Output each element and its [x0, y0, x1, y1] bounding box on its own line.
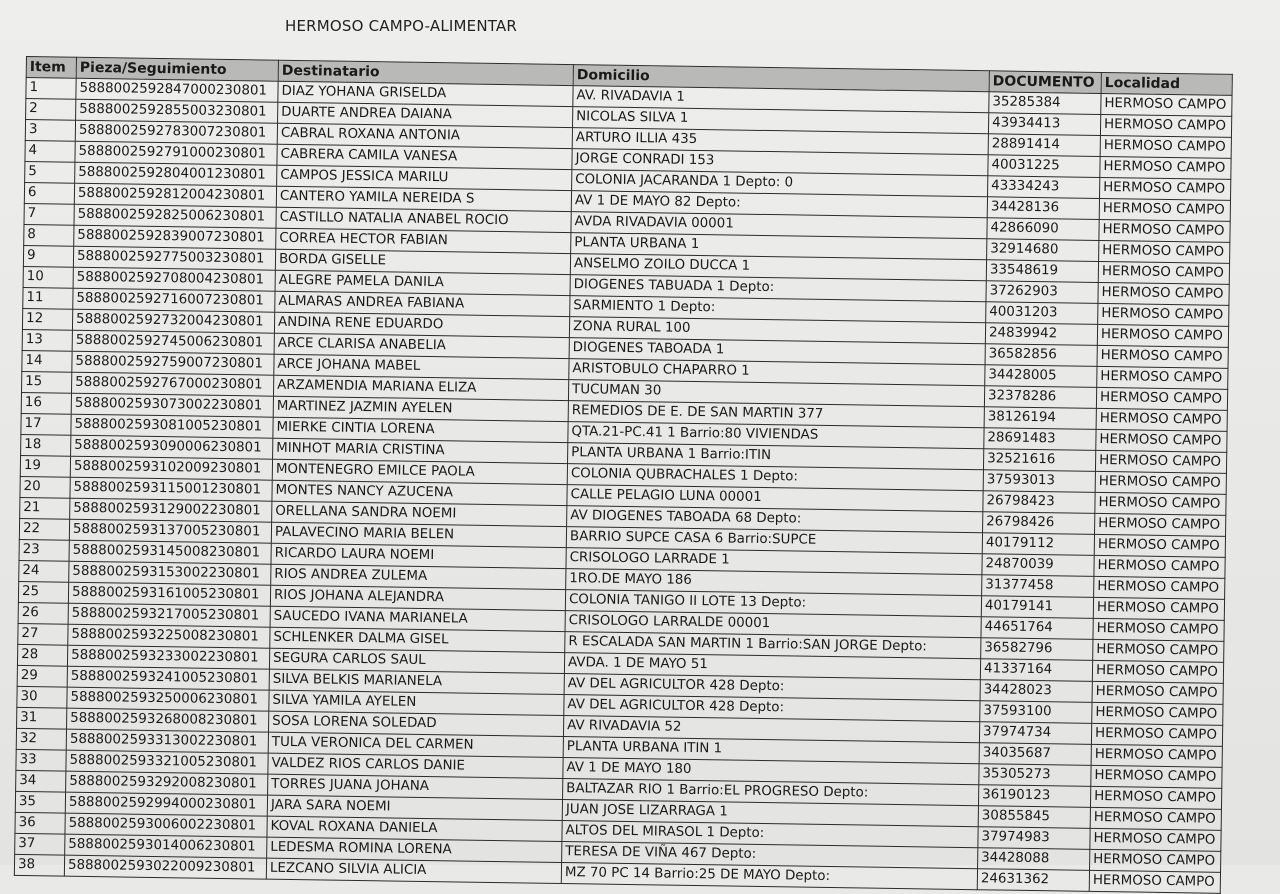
cell-domicilio: ARISTOBULO CHAPARRO 1	[569, 359, 985, 386]
cell-pieza: 5888002593153002230801	[69, 561, 271, 585]
cell-localidad: HERMOSO CAMPO	[1096, 387, 1227, 410]
cell-item: 22	[19, 518, 69, 540]
cell-localidad: HERMOSO CAMPO	[1101, 93, 1232, 116]
cell-pieza: 5888002593161005230801	[68, 582, 270, 606]
cell-documento: 38126194	[984, 407, 1096, 430]
cell-destinatario: SEGURA CARLOS SAUL	[269, 648, 564, 673]
cell-pieza: 5888002593022009230801	[64, 855, 266, 879]
cell-destinatario: CAMPOS JESSICA MARILU	[277, 165, 572, 190]
cell-item: 5	[25, 161, 75, 183]
cell-documento: 40031225	[988, 155, 1100, 178]
cell-item: 31	[17, 707, 67, 729]
cell-pieza: 5888002592847000230801	[76, 78, 278, 102]
cell-localidad: HERMOSO CAMPO	[1092, 681, 1223, 704]
cell-item: 15	[22, 371, 72, 393]
cell-destinatario: CANTERO YAMILA NEREIDA S	[276, 186, 571, 211]
cell-item: 25	[18, 581, 68, 603]
cell-localidad: HERMOSO CAMPO	[1092, 702, 1223, 725]
cell-pieza: 5888002592767000230801	[72, 372, 274, 396]
cell-item: 3	[25, 120, 75, 142]
cell-item: 33	[16, 749, 66, 771]
cell-documento: 42866090	[987, 218, 1099, 241]
cell-domicilio: DIOGENES TABUADA 1 Depto:	[570, 275, 986, 302]
cell-domicilio: QTA.21-PC.41 1 Barrio:80 VIVIENDAS	[568, 422, 984, 449]
cell-pieza: 5888002593292008230801	[66, 771, 268, 795]
cell-documento: 37593100	[980, 701, 1092, 724]
cell-destinatario: RIOS JOHANA ALEJANDRA	[270, 585, 565, 610]
cell-item: 14	[22, 350, 72, 372]
cell-destinatario: RICARDO LAURA NOEMI	[271, 543, 566, 568]
cell-domicilio: AV 1 DE MAYO 82 Depto:	[571, 191, 987, 218]
header-domicilio: Domicilio	[573, 65, 989, 92]
cell-item: 26	[18, 602, 68, 624]
cell-pieza: 5888002593006002230801	[65, 813, 267, 837]
cell-item: 27	[18, 623, 68, 645]
cell-pieza: 5888002592708004230801	[73, 267, 275, 291]
cell-domicilio: MZ 70 PC 14 Barrio:25 DE MAYO Depto:	[561, 863, 977, 890]
cell-domicilio: ALTOS DEL MIRASOL 1 Depto:	[562, 821, 978, 848]
cell-item: 34	[16, 770, 66, 792]
cell-localidad: HERMOSO CAMPO	[1091, 765, 1222, 788]
cell-domicilio: PLANTA URBANA ITIN 1	[563, 737, 979, 764]
cell-domicilio: AVDA. 1 DE MAYO 51	[564, 653, 980, 680]
cell-documento: 34428088	[978, 848, 1090, 871]
cell-localidad: HERMOSO CAMPO	[1098, 261, 1229, 284]
cell-domicilio: ARTURO ILLIA 435	[572, 128, 988, 155]
cell-domicilio: AV RIVADAVIA 52	[563, 716, 979, 743]
cell-domicilio: SARMIENTO 1 Depto:	[570, 296, 986, 323]
cell-pieza: 5888002593145008230801	[69, 540, 271, 564]
cell-destinatario: MIERKE CINTIA LORENA	[273, 417, 568, 442]
cell-item: 30	[17, 686, 67, 708]
cell-localidad: HERMOSO CAMPO	[1098, 303, 1229, 326]
cell-domicilio: TERESA DE VIÑA 467 Depto:	[562, 842, 978, 869]
cell-domicilio: CRISOLOGO LARRADE 1	[566, 548, 982, 575]
cell-localidad: HERMOSO CAMPO	[1090, 807, 1221, 830]
header-item: Item	[26, 57, 76, 79]
cell-documento: 33548619	[986, 260, 1098, 283]
cell-pieza: 5888002593217005230801	[68, 603, 270, 627]
cell-item: 4	[25, 140, 75, 162]
cell-documento: 40031203	[986, 302, 1098, 325]
cell-item: 36	[15, 812, 65, 834]
cell-domicilio: PLANTA URBANA 1 Barrio:ITIN	[568, 443, 984, 470]
cell-destinatario: ARZAMENDIA MARIANA ELIZA	[273, 375, 568, 400]
cell-localidad: HERMOSO CAMPO	[1095, 492, 1226, 515]
cell-localidad: HERMOSO CAMPO	[1090, 849, 1221, 872]
cell-pieza: 5888002592791000230801	[75, 141, 277, 165]
cell-pieza: 5888002593115001230801	[70, 477, 272, 501]
cell-documento: 36582796	[981, 638, 1093, 661]
cell-domicilio: COLONIA QUBRACHALES 1 Depto:	[567, 464, 983, 491]
cell-localidad: HERMOSO CAMPO	[1096, 429, 1227, 452]
cell-item: 20	[20, 476, 70, 498]
cell-pieza: 5888002593081005230801	[71, 414, 273, 438]
cell-localidad: HERMOSO CAMPO	[1097, 324, 1228, 347]
cell-item: 10	[23, 266, 73, 288]
cell-domicilio: AV DIOGENES TABOADA 68 Depto:	[567, 506, 983, 533]
cell-domicilio: PLANTA URBANA 1	[571, 233, 987, 260]
cell-destinatario: CASTILLO NATALIA ANABEL ROCIO	[276, 207, 571, 232]
cell-destinatario: TULA VERONICA DEL CARMEN	[268, 732, 563, 757]
cell-localidad: HERMOSO CAMPO	[1094, 576, 1225, 599]
cell-pieza: 5888002592804001230801	[75, 162, 277, 186]
cell-documento: 32914680	[987, 239, 1099, 262]
cell-destinatario: TORRES JUANA JOHANA	[268, 774, 563, 799]
cell-pieza: 5888002593313002230801	[66, 729, 268, 753]
cell-destinatario: BORDA GISELLE	[275, 249, 570, 274]
cell-domicilio: BALTAZAR RIO 1 Barrio:EL PROGRESO Depto:	[563, 779, 979, 806]
cell-pieza: 5888002593250006230801	[67, 687, 269, 711]
cell-domicilio: CALLE PELAGIO LUNA 00001	[567, 485, 983, 512]
cell-domicilio: COLONIA JACARANDA 1 Depto: 0	[572, 170, 988, 197]
cell-pieza: 5888002592759007230801	[72, 351, 274, 375]
cell-pieza: 5888002592825006230801	[74, 204, 276, 228]
cell-pieza: 5888002592812004230801	[74, 183, 276, 207]
cell-pieza: 5888002592716007230801	[73, 288, 275, 312]
cell-item: 17	[21, 413, 71, 435]
cell-item: 2	[26, 99, 76, 121]
cell-pieza: 5888002593241005230801	[67, 666, 269, 690]
cell-destinatario: ALMARAS ANDREA FABIANA	[275, 291, 570, 316]
cell-item: 9	[23, 245, 73, 267]
document-title: HERMOSO CAMPO-ALIMENTAR	[285, 17, 518, 35]
cell-domicilio: AV DEL AGRICULTOR 428 Depto:	[564, 674, 980, 701]
cell-localidad: HERMOSO CAMPO	[1089, 870, 1220, 893]
cell-destinatario: MONTENEGRO EMILCE PAOLA	[272, 459, 567, 484]
cell-pieza: 5888002592732004230801	[72, 309, 274, 333]
cell-item: 35	[15, 791, 65, 813]
cell-pieza: 5888002592839007230801	[74, 225, 276, 249]
cell-pieza: 5888002593102009230801	[70, 456, 272, 480]
cell-localidad: HERMOSO CAMPO	[1100, 135, 1231, 158]
cell-documento: 40179141	[981, 596, 1093, 619]
cell-destinatario: ANDINA RENE EDUARDO	[274, 312, 569, 337]
cell-destinatario: CABRERA CAMILA VANESA	[277, 144, 572, 169]
cell-domicilio: ZONA RURAL 100	[569, 317, 985, 344]
cell-documento: 34035687	[979, 743, 1091, 766]
cell-destinatario: CABRAL ROXANA ANTONIA	[277, 123, 572, 148]
cell-pieza: 5888002593321005230801	[66, 750, 268, 774]
cell-item: 19	[20, 455, 70, 477]
cell-destinatario: ARCE JOHANA MABEL	[274, 354, 569, 379]
cell-destinatario: DIAZ YOHANA GRISELDA	[278, 81, 573, 106]
cell-pieza: 5888002593090006230801	[71, 435, 273, 459]
cell-domicilio: AV 1 DE MAYO 180	[563, 758, 979, 785]
header-localidad: Localidad	[1101, 72, 1232, 95]
cell-destinatario: SILVA BELKIS MARIANELA	[269, 669, 564, 694]
cell-localidad: HERMOSO CAMPO	[1093, 597, 1224, 620]
cell-item: 12	[22, 308, 72, 330]
cell-localidad: HERMOSO CAMPO	[1100, 156, 1231, 179]
cell-destinatario: VALDEZ RIOS CARLOS DANIE	[268, 753, 563, 778]
cell-domicilio: DIOGENES TABOADA 1	[569, 338, 985, 365]
cell-documento: 37262903	[986, 281, 1098, 304]
cell-item: 6	[24, 182, 74, 204]
cell-localidad: HERMOSO CAMPO	[1090, 828, 1221, 851]
cell-pieza: 5888002592775003230801	[73, 246, 275, 270]
cell-localidad: HERMOSO CAMPO	[1095, 471, 1226, 494]
cell-item: 24	[19, 560, 69, 582]
cell-documento: 41337164	[980, 659, 1092, 682]
cell-localidad: HERMOSO CAMPO	[1100, 177, 1231, 200]
cell-destinatario: SOSA LORENA SOLEDAD	[268, 711, 563, 736]
cell-pieza: 5888002593073002230801	[71, 393, 273, 417]
cell-pieza: 5888002593268008230801	[67, 708, 269, 732]
cell-destinatario: LEDESMA ROMINA LORENA	[267, 837, 562, 862]
cell-localidad: HERMOSO CAMPO	[1093, 639, 1224, 662]
cell-localidad: HERMOSO CAMPO	[1096, 408, 1227, 431]
header-documento: DOCUMENTO	[989, 71, 1101, 94]
cell-item: 11	[23, 287, 73, 309]
cell-domicilio: REMEDIOS DE E. DE SAN MARTIN 377	[568, 401, 984, 428]
header-pieza: Pieza/Seguimiento	[76, 57, 278, 81]
cell-item: 8	[24, 224, 74, 246]
cell-documento: 43934413	[988, 113, 1100, 136]
cell-pieza: 5888002593137005230801	[69, 519, 271, 543]
cell-localidad: HERMOSO CAMPO	[1100, 114, 1231, 137]
cell-destinatario: PALAVECINO MARIA BELEN	[271, 522, 566, 547]
cell-localidad: HERMOSO CAMPO	[1090, 786, 1221, 809]
cell-documento: 35305273	[979, 764, 1091, 787]
cell-domicilio: AV DEL AGRICULTOR 428 Depto:	[564, 695, 980, 722]
cell-documento: 28691483	[984, 428, 1096, 451]
cell-destinatario: JARA SARA NOEMI	[267, 795, 562, 820]
cell-destinatario: MARTINEZ JAZMIN AYELEN	[273, 396, 568, 421]
cell-localidad: HERMOSO CAMPO	[1099, 240, 1230, 263]
cell-item: 7	[24, 203, 74, 225]
cell-localidad: HERMOSO CAMPO	[1095, 513, 1226, 536]
cell-documento: 36582856	[985, 344, 1097, 367]
header-destinatario: Destinatario	[278, 60, 573, 85]
cell-item: 38	[14, 854, 64, 876]
cell-domicilio: JUAN JOSE LIZARRAGA 1	[562, 800, 978, 827]
cell-localidad: HERMOSO CAMPO	[1097, 345, 1228, 368]
cell-item: 16	[21, 392, 71, 414]
cell-pieza: 5888002593225008230801	[68, 624, 270, 648]
cell-pieza: 5888002593014006230801	[65, 834, 267, 858]
cell-documento: 37974983	[978, 827, 1090, 850]
cell-documento: 28891414	[988, 134, 1100, 157]
cell-documento: 43334243	[988, 176, 1100, 199]
cell-domicilio: ANSELMO ZOILO DUCCA 1	[570, 254, 986, 281]
cell-domicilio: JORGE CONRADI 153	[572, 149, 988, 176]
cell-destinatario: MONTES NANCY AZUCENA	[272, 480, 567, 505]
cell-destinatario: SAUCEDO IVANA MARIANELA	[270, 606, 565, 631]
cell-localidad: HERMOSO CAMPO	[1094, 534, 1225, 557]
cell-destinatario: ALEGRE PAMELA DANILA	[275, 270, 570, 295]
cell-destinatario: DUARTE ANDREA DAIANA	[278, 102, 573, 127]
delivery-table	[14, 56, 1233, 894]
cell-documento: 26798426	[983, 512, 1095, 535]
cell-item: 23	[19, 539, 69, 561]
cell-destinatario: SILVA YAMILA AYELEN	[269, 690, 564, 715]
cell-destinatario: ARCE CLARISA ANABELIA	[274, 333, 569, 358]
table-body	[14, 78, 1232, 894]
cell-item: 21	[20, 497, 70, 519]
cell-pieza: 5888002592745006230801	[72, 330, 274, 354]
cell-documento: 31377458	[982, 575, 1094, 598]
cell-localidad: HERMOSO CAMPO	[1091, 723, 1222, 746]
cell-pieza: 5888002592855003230801	[76, 99, 278, 123]
cell-domicilio: NICOLAS SILVA 1	[572, 107, 988, 134]
cell-localidad: HERMOSO CAMPO	[1094, 555, 1225, 578]
cell-destinatario: SCHLENKER DALMA GISEL	[270, 627, 565, 652]
cell-localidad: HERMOSO CAMPO	[1093, 618, 1224, 641]
cell-domicilio: TUCUMAN 30	[568, 380, 984, 407]
cell-pieza: 5888002593233002230801	[67, 645, 269, 669]
cell-localidad: HERMOSO CAMPO	[1095, 450, 1226, 473]
cell-documento: 24870039	[982, 554, 1094, 577]
cell-documento: 34428136	[987, 197, 1099, 220]
cell-documento: 30855845	[978, 806, 1090, 829]
cell-pieza: 5888002592994000230801	[65, 792, 267, 816]
cell-domicilio: 1RO.DE MAYO 186	[566, 569, 982, 596]
cell-destinatario: ORELLANA SANDRA NOEMI	[272, 501, 567, 526]
cell-documento: 35285384	[989, 92, 1101, 115]
cell-domicilio: AV. RIVADAVIA 1	[573, 86, 989, 113]
cell-item: 37	[15, 833, 65, 855]
cell-destinatario: CORREA HECTOR FABIAN	[276, 228, 571, 253]
cell-item: 28	[17, 644, 67, 666]
cell-documento: 44651764	[981, 617, 1093, 640]
cell-localidad: HERMOSO CAMPO	[1099, 198, 1230, 221]
cell-item: 32	[16, 728, 66, 750]
cell-item: 1	[26, 78, 76, 100]
cell-domicilio: BARRIO SUPCE CASA 6 Barrio:SUPCE	[566, 527, 982, 554]
cell-documento: 24631362	[977, 869, 1089, 892]
cell-domicilio: CRISOLOGO LARRALDE 00001	[565, 611, 981, 638]
cell-documento: 37974734	[979, 722, 1091, 745]
cell-documento: 24839942	[985, 323, 1097, 346]
cell-documento: 32378286	[984, 386, 1096, 409]
cell-documento: 34428005	[985, 365, 1097, 388]
cell-pieza: 5888002592783007230801	[75, 120, 277, 144]
cell-domicilio: R ESCALADA SAN MARTIN 1 Barrio:SAN JORGE Depto:	[565, 632, 981, 659]
cell-domicilio: AVDA RIVADAVIA 00001	[571, 212, 987, 239]
cell-localidad: HERMOSO CAMPO	[1097, 366, 1228, 389]
cell-localidad: HERMOSO CAMPO	[1092, 660, 1223, 683]
cell-localidad: HERMOSO CAMPO	[1091, 744, 1222, 767]
cell-destinatario: LEZCANO SILVIA ALICIA	[266, 858, 561, 883]
cell-destinatario: MINHOT MARIA CRISTINA	[273, 438, 568, 463]
cell-item: 18	[21, 434, 71, 456]
cell-documento: 26798423	[983, 491, 1095, 514]
cell-localidad: HERMOSO CAMPO	[1098, 282, 1229, 305]
cell-localidad: HERMOSO CAMPO	[1099, 219, 1230, 242]
cell-item: 13	[22, 329, 72, 351]
cell-documento: 32521616	[983, 449, 1095, 472]
cell-domicilio: COLONIA TANIGO II LOTE 13 Depto:	[565, 590, 981, 617]
cell-destinatario: KOVAL ROXANA DANIELA	[267, 816, 562, 841]
cell-pieza: 5888002593129002230801	[70, 498, 272, 522]
cell-documento: 36190123	[978, 785, 1090, 808]
cell-item: 29	[17, 665, 67, 687]
cell-destinatario: RIOS ANDREA ZULEMA	[271, 564, 566, 589]
cell-documento: 37593013	[983, 470, 1095, 493]
cell-documento: 40179112	[982, 533, 1094, 556]
cell-documento: 34428023	[980, 680, 1092, 703]
